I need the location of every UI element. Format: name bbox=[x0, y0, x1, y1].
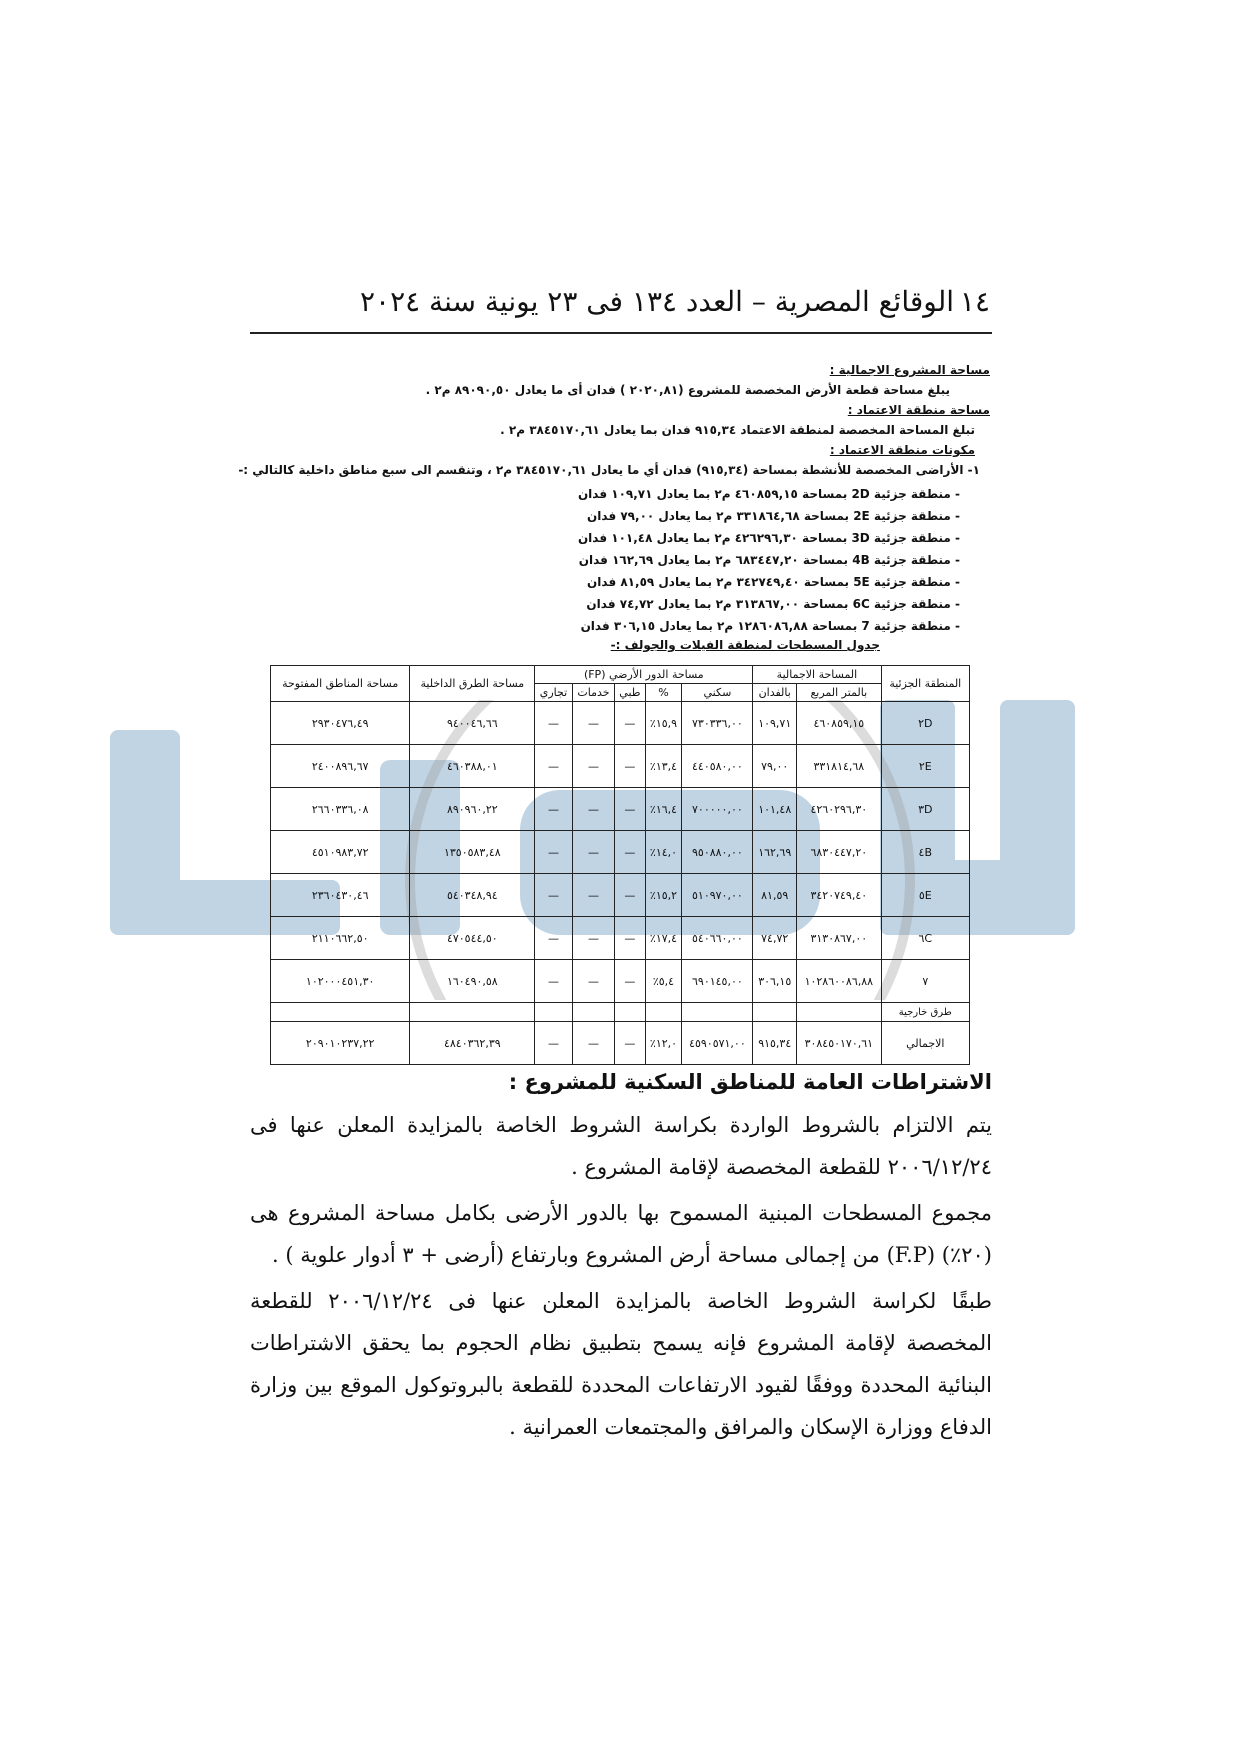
cell-open: ٢٤٠٠٨٩٦,٦٧ bbox=[271, 745, 410, 788]
cell-pct: ١٦,٤٪ bbox=[645, 788, 682, 831]
cell-com: — bbox=[535, 960, 572, 1003]
scan-line: مساحة منطقة الاعتماد : bbox=[847, 403, 990, 417]
cell-feddan: ١٦٢,٦٩ bbox=[753, 831, 797, 874]
cell-res: ٧٣٠٣٣٦,٠٠ bbox=[682, 702, 753, 745]
cell-pct: ١٣,٤٪ bbox=[645, 745, 682, 788]
zone-line: - منطقة جزئية 6C بمساحة ٣١٣٨٦٧,٠٠ م٢ بما يعادل ٧٤,٧٢ فدان bbox=[586, 597, 960, 611]
cell-med: — bbox=[615, 788, 645, 831]
body-text bbox=[250, 1070, 992, 1452]
zone-line: - منطقة جزئية 3D بمساحة ٤٢٦٢٩٦,٣٠ م٢ بما يعادل ١٠١,٤٨ فدان bbox=[577, 531, 960, 545]
col-open: مساحة المناطق المفتوحة bbox=[271, 666, 410, 702]
paragraph: يتم الالتزام بالشروط الواردة بكراسة الشروط الخاصة بالمزايدة المعلن عنها فى ٢٠٠٦/١٢/٢٤ للقطعة المخصصة لإقامة المشروع . bbox=[250, 1113, 992, 1179]
cell-zone: ٣D bbox=[881, 788, 969, 831]
cell-feddan: ٩١٥,٣٤ bbox=[753, 1022, 797, 1065]
scan-line: يبلغ مساحة قطعة الأرض المخصصة للمشروع (٢٠٢٠,٨١ ) فدان أى ما يعادل ٨٩٠٩٠,٥٠ م٢ . bbox=[425, 383, 950, 397]
scan-line: مكونات منطقة الاعتماد : bbox=[829, 443, 975, 457]
cell-roads: ٥٤٠٣٤٨,٩٤ bbox=[410, 874, 535, 917]
col-feddan: بالفدان bbox=[753, 684, 797, 702]
cell-m2: ٤٢٦٠٢٩٦,٣٠ bbox=[797, 788, 881, 831]
cell-med: — bbox=[615, 917, 645, 960]
cell-pct: ١٧,٤٪ bbox=[645, 917, 682, 960]
cell-open: ٢٩٣٠٤٧٦,٤٩ bbox=[271, 702, 410, 745]
cell-res: ٩٥٠٨٨٠,٠٠ bbox=[682, 831, 753, 874]
cell-m2: ٣٠٨٤٥٠١٧٠,٦١ bbox=[797, 1022, 881, 1065]
cell-res: ٥٤٠٦٦٠,٠٠ bbox=[682, 917, 753, 960]
col-services: خدمات bbox=[572, 684, 615, 702]
cell-zone: طرق خارجية bbox=[881, 1003, 969, 1022]
cell-open: ٢٦٦٠٣٣٦,٠٨ bbox=[271, 788, 410, 831]
cell-m2: ٣١٣٠٨٦٧,٠٠ bbox=[797, 917, 881, 960]
header-divider bbox=[250, 332, 992, 334]
cell-com: — bbox=[535, 788, 572, 831]
scanned-section bbox=[238, 345, 990, 1065]
table-row bbox=[271, 874, 970, 917]
cell-zone: ٥E bbox=[881, 874, 969, 917]
table-row bbox=[271, 745, 970, 788]
cell-roads: ٨٩٠٩٦٠,٢٢ bbox=[410, 788, 535, 831]
cell-open: ٢١١٠٦٦٢,٥٠ bbox=[271, 917, 410, 960]
cell-med: — bbox=[615, 960, 645, 1003]
table-row bbox=[271, 917, 970, 960]
cell-serv: — bbox=[572, 702, 615, 745]
cell-m2: ٤٦٠٨٥٩,١٥ bbox=[797, 702, 881, 745]
cell-m2: ٣٤٢٠٧٤٩,٤٠ bbox=[797, 874, 881, 917]
cell-roads: ١٣٥٠٥٨٣,٤٨ bbox=[410, 831, 535, 874]
cell-pct: ١٥,٩٪ bbox=[645, 702, 682, 745]
cell-roads: ٤٦٠٣٨٨,٠١ bbox=[410, 745, 535, 788]
col-residential: سكني bbox=[682, 684, 753, 702]
paragraph: طبقًا لكراسة الشروط الخاصة بالمزايدة المعلن عنها فى ٢٠٠٦/١٢/٢٤ للقطعة المخصصة لإقامة المشروع فإنه يسمح بتطبيق نظام الحجوم بما يحقق الاشتراطات البنائية المحددة ووفقًا لقيود الارتفاعات المحددة للقطعة بالبروتوكول الموقع بين وزارة الدفاع ووزارة الإسكان والمرافق والمجتمعات العمرانية . bbox=[250, 1289, 992, 1439]
cell-med: — bbox=[615, 745, 645, 788]
cell-feddan: ٨١,٥٩ bbox=[753, 874, 797, 917]
cell-res: ٤٤٠٥٨٠,٠٠ bbox=[682, 745, 753, 788]
cell-res: ٥١٠٩٧٠,٠٠ bbox=[682, 874, 753, 917]
table-row bbox=[271, 831, 970, 874]
cell-zone: ٧ bbox=[881, 960, 969, 1003]
paragraph: مجموع المسطحات المبنية المسموح بها بالدور الأرضى بكامل مساحة المشروع هى (٢٠٪) (F.P) من إجمالى مساحة أرض المشروع وبارتفاع (أرضى + ٣ أدوار علوية ) . bbox=[250, 1201, 992, 1267]
page-header bbox=[250, 285, 990, 325]
col-medical: طبي bbox=[615, 684, 645, 702]
cell-com: — bbox=[535, 745, 572, 788]
page-number: ١٤ bbox=[959, 285, 990, 318]
cell-com: — bbox=[535, 917, 572, 960]
col-commercial: تجاري bbox=[535, 684, 572, 702]
scan-line: تبلغ المساحة المخصصة لمنطقة الاعتماد ٩١٥,٣٤ فدان بما يعادل ٣٨٤٥١٧٠,٦١ م٢ . bbox=[500, 423, 975, 437]
cell-feddan: ٧٤,٧٢ bbox=[753, 917, 797, 960]
cell-serv: — bbox=[572, 1022, 615, 1065]
table-row bbox=[271, 702, 970, 745]
cell-com: — bbox=[535, 874, 572, 917]
cell-res: ٧٠٠٠٠٠,٠٠ bbox=[682, 788, 753, 831]
zone-line: - منطقة جزئية 7 بمساحة ١٢٨٦٠٨٦,٨٨ م٢ بما يعادل ٣٠٦,١٥ فدان bbox=[580, 619, 960, 633]
areas-table-container bbox=[270, 665, 970, 1065]
cell-pct: ١٤,٠٪ bbox=[645, 831, 682, 874]
zone-line: - منطقة جزئية 4B بمساحة ٦٨٣٤٤٧,٢٠ م٢ بما يعادل ١٦٢,٦٩ فدان bbox=[578, 553, 960, 567]
areas-table bbox=[270, 665, 970, 1065]
cell-roads: ٩٤٠٠٤٦,٦٦ bbox=[410, 702, 535, 745]
cell-feddan: ٧٩,٠٠ bbox=[753, 745, 797, 788]
cell-zone: ٦C bbox=[881, 917, 969, 960]
cell-feddan: ٣٠٦,١٥ bbox=[753, 960, 797, 1003]
cell-open: ٤٥١٠٩٨٣,٧٢ bbox=[271, 831, 410, 874]
cell-open: ١٠٢٠٠٠٤٥١,٣٠ bbox=[271, 960, 410, 1003]
scan-line: مساحة المشروع الاجمالية : bbox=[829, 363, 990, 377]
cell-res: ٦٩٠١٤٥,٠٠ bbox=[682, 960, 753, 1003]
cell-zone: ٢D bbox=[881, 702, 969, 745]
col-m2: بالمتر المربع bbox=[797, 684, 881, 702]
zone-line: - منطقة جزئية 5E بمساحة ٣٤٢٧٤٩,٤٠ م٢ بما يعادل ٨١,٥٩ فدان bbox=[587, 575, 960, 589]
table-row-external-roads bbox=[271, 1003, 970, 1022]
col-zone: المنطقة الجزئية bbox=[881, 666, 969, 702]
cell-pct: ١٥,٢٪ bbox=[645, 874, 682, 917]
cell-zone: ٢E bbox=[881, 745, 969, 788]
cell-serv: — bbox=[572, 788, 615, 831]
table-row-total bbox=[271, 1022, 970, 1065]
cell-com: — bbox=[535, 831, 572, 874]
scan-line: ١- الأراضى المخصصة للأنشطة بمساحة (٩١٥,٣٤) فدان أي ما يعادل ٣٨٤٥١٧٠,٦١ م٢ ، وتنقسم الى سبع مناطق داخلية كالتالي :- bbox=[238, 463, 980, 477]
cell-open: ٢٠٩٠١٠٢٣٧,٢٢ bbox=[271, 1022, 410, 1065]
cell-med: — bbox=[615, 831, 645, 874]
cell-roads: ١٦٠٤٩٠,٥٨ bbox=[410, 960, 535, 1003]
cell-med: — bbox=[615, 874, 645, 917]
publication-title: الوقائع المصرية – العدد ١٣٤ فى ٢٣ يونية سنة ٢٠٢٤ bbox=[360, 285, 955, 318]
cell-zone: الاجمالي bbox=[881, 1022, 969, 1065]
cell-zone: ٤B bbox=[881, 831, 969, 874]
cell-com: — bbox=[535, 1022, 572, 1065]
col-ground-floor: مساحة الدور الأرضي (FP) bbox=[535, 666, 753, 684]
table-row bbox=[271, 960, 970, 1003]
cell-m2: ٦٨٣٠٤٤٧,٢٠ bbox=[797, 831, 881, 874]
cell-feddan: ١٠١,٤٨ bbox=[753, 788, 797, 831]
cell-res: ٤٥٩٠٥٧١,٠٠ bbox=[682, 1022, 753, 1065]
cell-m2: ١٠٢٨٦٠٠٨٦,٨٨ bbox=[797, 960, 881, 1003]
cell-open: ٢٣٦٠٤٣٠,٤٦ bbox=[271, 874, 410, 917]
zone-line: - منطقة جزئية 2E بمساحة ٣٣١٨٦٤,٦٨ م٢ بما يعادل ٧٩,٠٠ فدان bbox=[587, 509, 960, 523]
zone-line: - منطقة جزئية 2D بمساحة ٤٦٠٨٥٩,١٥ م٢ بما يعادل ١٠٩,٧١ فدان bbox=[577, 487, 960, 501]
cell-feddan: ١٠٩,٧١ bbox=[753, 702, 797, 745]
cell-m2: ٣٣١٨١٤,٦٨ bbox=[797, 745, 881, 788]
col-total-area: المساحة الاجمالية bbox=[753, 666, 881, 684]
cell-serv: — bbox=[572, 917, 615, 960]
col-roads: مساحة الطرق الداخلية bbox=[410, 666, 535, 702]
cell-com: — bbox=[535, 702, 572, 745]
cell-pct: ١٢,٠٪ bbox=[645, 1022, 682, 1065]
cell-serv: — bbox=[572, 831, 615, 874]
cell-med: — bbox=[615, 1022, 645, 1065]
table-row bbox=[271, 788, 970, 831]
cell-roads: ٤٨٤٠٣٦٢,٣٩ bbox=[410, 1022, 535, 1065]
cell-roads: ٤٧٠٥٤٤,٥٠ bbox=[410, 917, 535, 960]
cell-med: — bbox=[615, 702, 645, 745]
cell-serv: — bbox=[572, 745, 615, 788]
table-caption: جدول المسطحات لمنطقة الفيلات والجولف :- bbox=[610, 638, 880, 652]
section-heading: الاشتراطات العامة للمناطق السكنية للمشروع : bbox=[508, 1070, 992, 1094]
cell-serv: — bbox=[572, 960, 615, 1003]
col-percent: % bbox=[645, 684, 682, 702]
cell-pct: ٥,٤٪ bbox=[645, 960, 682, 1003]
cell-serv: — bbox=[572, 874, 615, 917]
